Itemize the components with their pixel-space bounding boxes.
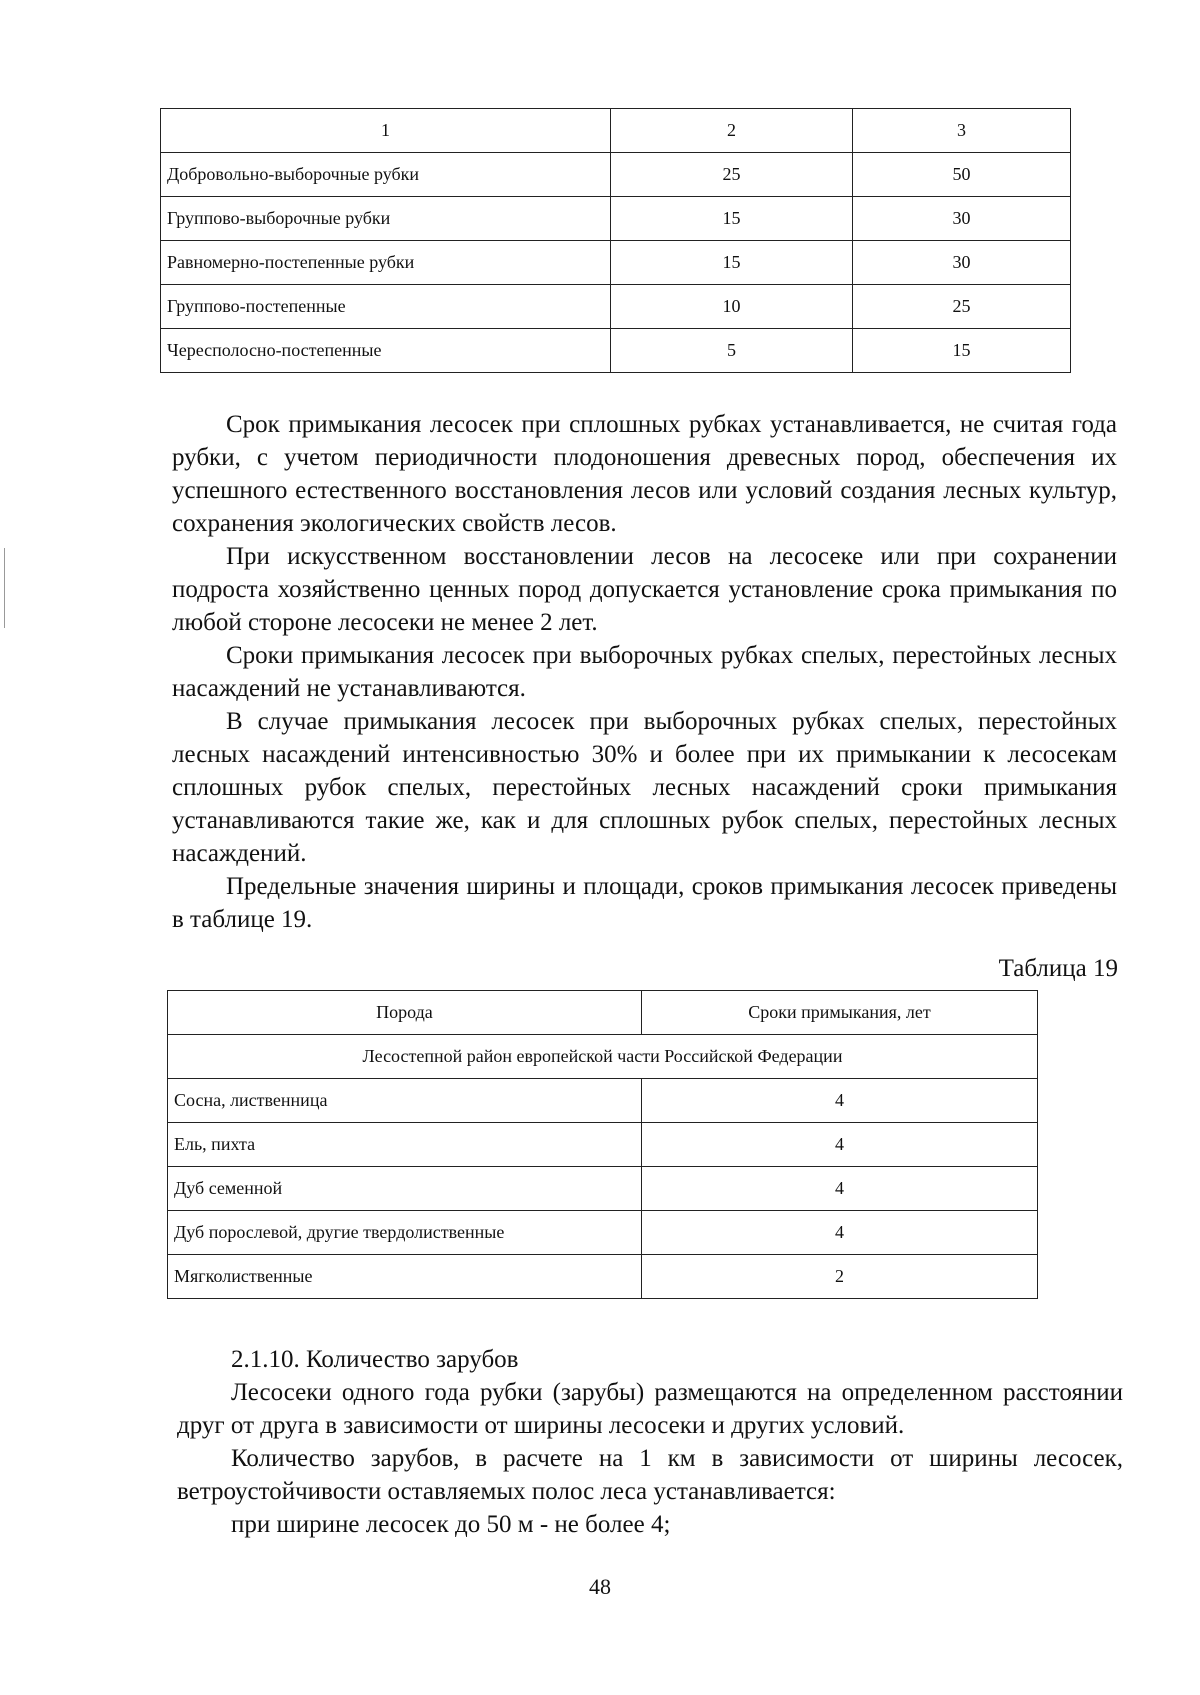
table-cell: 30 [853,241,1071,285]
species-name: Дуб порослевой, другие твердолиственные [168,1211,642,1255]
table-header-cell: 2 [611,109,853,153]
paragraph: Сроки примыкания лесосек при выборочных рубках спелых, перестойных лесных насаждений не устанавливаются. [172,642,1117,702]
section-text [177,1343,1123,1541]
cutting-type: Группово-выборочные рубки [161,197,611,241]
species-term: 4 [642,1167,1038,1211]
table-cell: 30 [853,197,1071,241]
paragraph: Предельные значения ширины и площади, сроков примыкания лесосек приведены в таблице 19. [172,873,1117,933]
table-cell: 15 [853,329,1071,373]
species-name: Сосна, лиственница [168,1079,642,1123]
table-row [161,329,1071,373]
table-cell: 10 [611,285,853,329]
paragraph: Срок примыкания лесосек при сплошных рубках устанавливается, не считая года рубки, с учетом периодичности плодоношения древесных пород, обеспечения их успешного естественного восстановления лесов или условий создания лесных культур, сохранения экологических свойств лесов. [172,411,1117,537]
table-row [168,1167,1038,1211]
species-term: 4 [642,1211,1038,1255]
region-row [168,1035,1038,1079]
paragraph: При искусственном восстановлении лесов на лесосеке или при сохранении подроста хозяйственно ценных пород допускается установление срока примыкания по любой стороне лесосеки не менее 2 лет. [172,543,1117,636]
paragraph: Лесосеки одного года рубки (зарубы) размещаются на определенном расстоянии друг от друга в зависимости от ширины лесосеки и других условий. [177,1379,1123,1439]
species-term: 4 [642,1079,1038,1123]
cutting-type: Группово-постепенные [161,285,611,329]
table-cell: 15 [611,197,853,241]
table-cell: 50 [853,153,1071,197]
table-row [168,1211,1038,1255]
species-name: Мягколиственные [168,1255,642,1299]
adjacency-terms-table [167,990,1038,1299]
species-term: 4 [642,1123,1038,1167]
species-name: Дуб семенной [168,1167,642,1211]
section-heading: 2.1.10. Количество зарубов [231,1346,519,1373]
scan-edge-mark [4,548,5,628]
table-row [161,285,1071,329]
table-header-cell: 3 [853,109,1071,153]
table-row [161,197,1071,241]
paragraph: при ширине лесосек до 50 м - не более 4; [231,1511,671,1538]
table-row [168,1079,1038,1123]
table-cell: 5 [611,329,853,373]
table-cell: 25 [853,285,1071,329]
cutting-table-continued [160,108,1071,373]
table-row [161,153,1071,197]
table-row [161,241,1071,285]
header-species: Порода [168,991,642,1035]
table-header-row [168,991,1038,1035]
species-name: Ель, пихта [168,1123,642,1167]
table-row [168,1123,1038,1167]
paragraph: Количество зарубов, в расчете на 1 км в зависимости от ширины лесосек, ветроустойчивости оставляемых полос леса устанавливается: [177,1445,1123,1505]
table-header-row [161,109,1071,153]
species-term: 2 [642,1255,1038,1299]
page-number: 48 [589,1574,611,1599]
cutting-type: Равномерно-постепенные рубки [161,241,611,285]
table-caption: Таблица 19 [998,955,1118,982]
table-cell: 25 [611,153,853,197]
cutting-type: Чересполосно-постепенные [161,329,611,373]
table-row [168,1255,1038,1299]
paragraph: В случае примыкания лесосек при выборочных рубках спелых, перестойных лесных насаждений интенсивностью 30% и более при их примыкании к лесосекам сплошных рубок спелых, перестойных лесных насаждений сроки примыкания устанавливаются такие же, как и для сплошных рубок спелых, перестойных лесных насаждений. [172,708,1117,867]
header-terms: Сроки примыкания, лет [642,991,1038,1035]
body-text [172,408,1117,936]
table-header-cell: 1 [161,109,611,153]
cutting-type: Добровольно-выборочные рубки [161,153,611,197]
region-label: Лесостепной район европейской части Российской Федерации [168,1035,1038,1079]
table-cell: 15 [611,241,853,285]
